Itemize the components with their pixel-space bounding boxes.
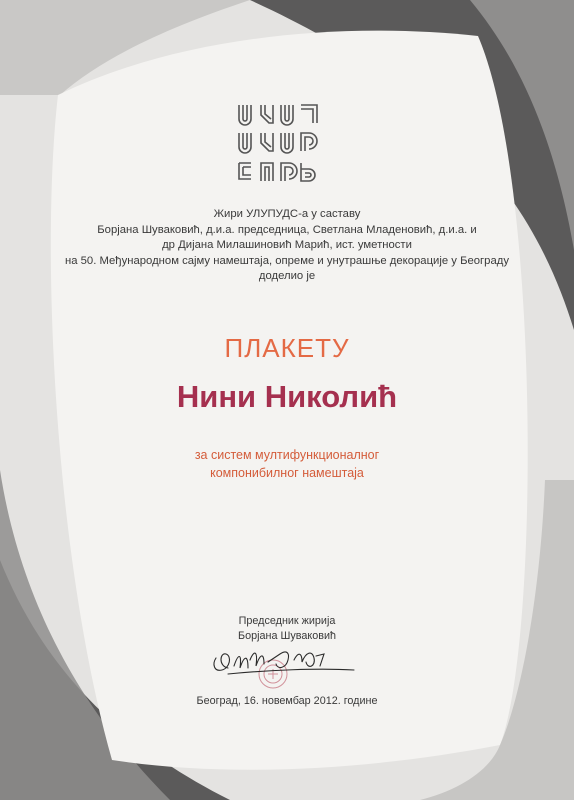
intro-text [60, 207, 514, 285]
ulupuds-logo [233, 101, 323, 191]
reason-line-1: за систем мултифункционалног [194, 448, 380, 462]
signatory-block [0, 614, 574, 643]
award-reason [0, 446, 574, 482]
official-stamp [259, 660, 287, 688]
recipient-name: Нини Николић [176, 379, 398, 414]
logo-row-2 [239, 133, 317, 153]
logo-row-1 [239, 105, 317, 125]
handwritten-signature [208, 640, 358, 696]
logo-row-3 [239, 163, 315, 181]
signatory-name: Борјана Шуваковић [238, 629, 336, 642]
reason-line-2: компонибилног намештаја [210, 466, 364, 480]
intro-line-1: Жири УЛУПУДС-а у саставу [213, 208, 361, 220]
place-date: Београд, 16. новембар 2012. године [196, 695, 378, 707]
intro-line-3: др Дијана Милашиновић Марић, ист. уметности [162, 239, 412, 252]
award-title: ПЛАКЕТУ [224, 333, 350, 363]
intro-line-5: доделио је [258, 270, 316, 283]
intro-line-2: Борјана Шуваковић, д.и.а. председница, Светлана Младеновић, д.и.а. и [97, 223, 477, 236]
intro-line-4: на 50. Међународном сајму намештаја, опреме и унутрашње декорације у Београду [64, 254, 509, 267]
signatory-role: Председник жирија [238, 615, 336, 627]
